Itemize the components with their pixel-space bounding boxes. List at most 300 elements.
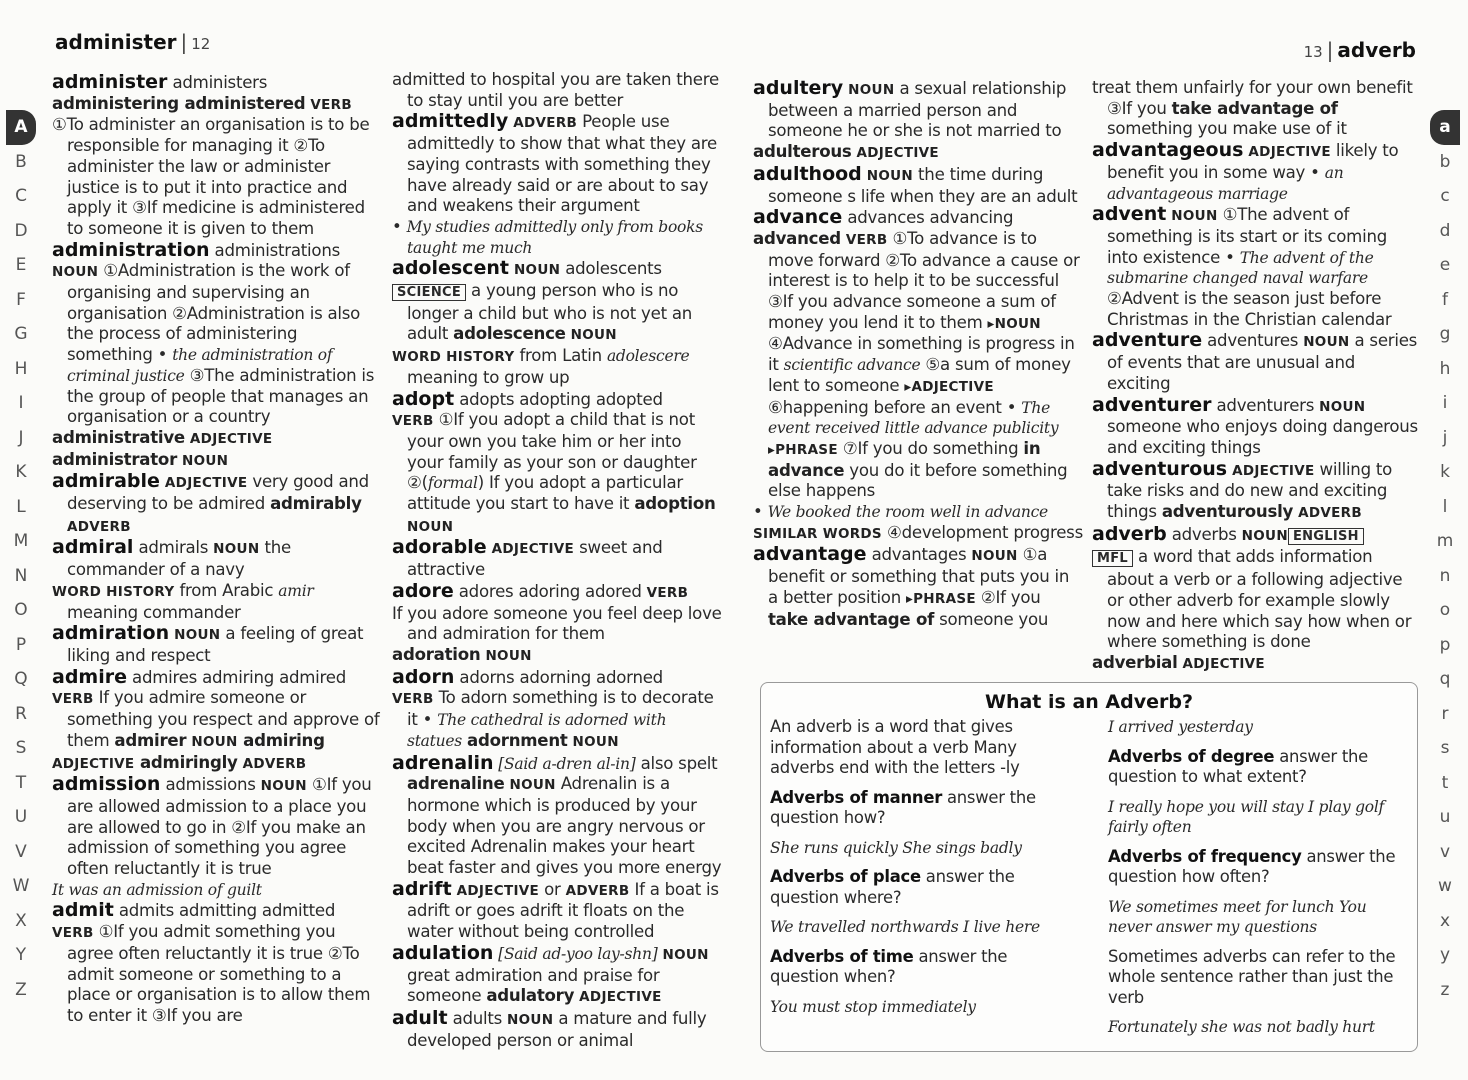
part-of-speech: NOUN	[504, 777, 556, 794]
adverb-box-text: Fortunately she was not badly hurt	[1108, 1018, 1375, 1036]
thumb-letter-a[interactable]: a	[1430, 110, 1460, 145]
example-text: formal	[427, 474, 478, 493]
definition-text: ①If you adopt a child that is not your own you take him or her into your family as your son or daughter ②(	[407, 410, 697, 493]
headword: adrenalin	[392, 751, 494, 774]
thumb-letter-e[interactable]: e	[1439, 255, 1451, 275]
headword: admirable	[52, 470, 160, 493]
derived-form: advanced	[753, 228, 841, 248]
part-of-speech: NOUN	[567, 733, 619, 750]
entry-line	[52, 115, 382, 239]
dictionary-entry	[52, 900, 382, 922]
derived-form: adornment	[467, 730, 568, 750]
dictionary-column-2	[392, 70, 722, 1051]
part-of-speech: SIMILAR WORDS	[753, 525, 882, 542]
headword: adult	[392, 1006, 448, 1029]
definition-text: People use admittedly to show that what they are saying contrasts with something they have already said or are about to say and weakens their argument	[407, 112, 717, 216]
headword: adorable	[392, 536, 487, 559]
part-of-speech: ADVERB	[237, 755, 307, 772]
thumb-letter-u[interactable]: u	[1439, 807, 1451, 827]
definition-text: admires admiring admired	[127, 667, 346, 687]
definition-text: a young person who is no longer a child but who is not yet an adult	[407, 281, 693, 344]
thumb-letter-g[interactable]: g	[1439, 324, 1451, 344]
definition-text: great admiration and praise for someone	[407, 965, 660, 1006]
derived-form: adulterous	[753, 142, 852, 162]
thumb-letter-m[interactable]: m	[1436, 531, 1454, 551]
headword: adverb	[1092, 522, 1167, 545]
adverb-box-text: answer the question where?	[770, 867, 1015, 907]
headword: admire	[52, 665, 127, 688]
part-of-speech: ADJECTIVE	[1177, 655, 1265, 672]
part-of-speech: NOUN	[966, 548, 1018, 565]
part-of-speech: VERB	[52, 925, 94, 942]
definition-text: ①a benefit or something that puts you in a better position	[768, 545, 1070, 607]
headword: admit	[52, 899, 114, 922]
adverb-box-text: answer the question how often?	[1108, 846, 1396, 886]
part-of-speech: VERB	[840, 231, 888, 248]
definition-text: something you make use of it	[1107, 119, 1347, 139]
thumb-letter-T[interactable]: T	[15, 772, 27, 793]
part-of-speech: ▸PHRASE	[906, 590, 976, 607]
adverb-explanation	[1108, 947, 1408, 1009]
entry-line	[392, 346, 722, 388]
thumb-letter-W[interactable]: W	[12, 876, 30, 896]
definition-text: If you admire someone or something you respect and approve of them	[67, 688, 380, 750]
definition-text: ②Advent is the season just before Christmas in the Christian calendar	[1107, 289, 1392, 329]
part-of-speech: NOUN	[208, 541, 260, 558]
thumb-letter-i[interactable]: i	[1442, 393, 1448, 413]
adverb-type-label: Adverbs of manner	[770, 787, 943, 807]
info-box-right-column	[1108, 717, 1408, 1047]
entry-line	[753, 142, 1083, 164]
thumb-letter-Z[interactable]: Z	[15, 979, 27, 1000]
part-of-speech: ADVERB	[508, 115, 578, 132]
adverb-type-label: Adverbs of time	[770, 946, 914, 966]
thumb-letter-d[interactable]: d	[1439, 220, 1451, 241]
part-of-speech: ADJECTIVE	[184, 430, 273, 447]
dictionary-entry	[392, 667, 722, 689]
thumb-letter-I[interactable]: I	[18, 393, 24, 413]
part-of-speech: ADJECTIVE	[52, 755, 135, 772]
definition-text: If a boat is adrift or goes adrift it floats on the water without being controlled	[407, 879, 719, 942]
thumb-letter-t[interactable]: t	[1441, 772, 1449, 793]
definition-text: or	[539, 879, 566, 899]
thumb-letter-C[interactable]: C	[15, 186, 27, 206]
example-text: adolescere	[606, 347, 690, 366]
example-text: [Said a-dren al-in]	[493, 754, 636, 773]
definition-text: treat them unfairly for your own benefit ③If you	[1092, 78, 1413, 118]
definition-text: someone who enjoys doing dangerous and exciting things	[1107, 417, 1418, 457]
dictionary-entry	[52, 537, 382, 580]
definition-text: ⑥happening before an event •	[768, 397, 1022, 417]
dictionary-entry	[52, 471, 382, 537]
thumb-letter-r[interactable]: r	[1441, 703, 1449, 724]
thumb-letter-G[interactable]: G	[14, 324, 28, 344]
definition-text: you do it before something else happens	[768, 460, 1068, 501]
running-head-right: 13 | adverb	[1303, 38, 1416, 62]
headword: admission	[52, 773, 161, 796]
headword: admiration	[52, 622, 170, 645]
part-of-speech: VERB	[392, 691, 434, 708]
adverb-example	[1108, 1017, 1408, 1038]
derived-form: administering administered	[52, 93, 306, 113]
dictionary-entry	[1092, 140, 1422, 204]
thumb-letter-x[interactable]: x	[1439, 910, 1451, 931]
definition-text: willing to take risks and do new and exciting things	[1107, 459, 1393, 522]
adverb-explanation	[770, 947, 1070, 988]
adverb-box-text: We travelled northwards I live here	[770, 918, 1040, 936]
adverb-example	[770, 838, 1070, 859]
dictionary-column-3	[753, 78, 1083, 630]
dictionary-entry	[753, 78, 1083, 142]
thumb-letter-K[interactable]: K	[15, 462, 27, 482]
headword: adventurous	[1092, 457, 1228, 480]
part-of-speech: NOUN	[657, 946, 709, 963]
headword: advance	[753, 206, 843, 229]
definition-text: administrations	[209, 240, 340, 260]
dictionary-entry	[392, 389, 722, 411]
adverb-info-box	[760, 682, 1418, 1052]
headword: administer	[52, 71, 168, 93]
thumb-letter-s[interactable]: s	[1440, 738, 1450, 758]
subject-label: ENGLISH	[1288, 528, 1364, 545]
headword: admittedly	[392, 110, 509, 133]
dictionary-entry	[1092, 395, 1422, 459]
adverb-example	[1108, 797, 1408, 838]
thumb-letter-J[interactable]: J	[18, 427, 24, 448]
definition-text: ①To administer an organisation is to be responsible for managing it ②To administer the law or administer justice is to put it into practice and apply it ③If medicine is administered to someone it is given to them	[52, 115, 370, 238]
entry-line	[392, 645, 722, 667]
entry-line	[52, 428, 382, 450]
thumb-letter-l[interactable]: l	[1442, 496, 1448, 517]
page-number-left: 12	[191, 35, 211, 53]
thumb-letter-V[interactable]: V	[15, 841, 27, 862]
part-of-speech: ADJECTIVE	[574, 989, 662, 1006]
part-of-speech: WORD HISTORY	[392, 349, 515, 366]
page-number-right: 13	[1303, 43, 1323, 61]
entry-line	[52, 753, 382, 775]
definition-text: To adorn something is to decorate it •	[407, 688, 714, 730]
headword: adopt	[392, 387, 455, 410]
adverb-box-text: answer the question how?	[770, 787, 1036, 827]
thumb-letter-P[interactable]: P	[15, 634, 27, 655]
entry-line	[52, 922, 382, 1027]
derived-form: admiringly	[134, 752, 238, 772]
thumb-letter-Y[interactable]: Y	[15, 945, 27, 965]
definition-text: advantages	[866, 545, 967, 565]
thumb-letter-b[interactable]: b	[1439, 151, 1451, 172]
part-of-speech: NOUN	[843, 82, 895, 98]
adverb-example	[770, 997, 1070, 1018]
dictionary-entry	[753, 164, 1083, 207]
running-head-left: administer | 12	[55, 30, 211, 54]
part-of-speech: NOUN	[186, 733, 238, 750]
adverb-box-text: She runs quickly She sings badly	[770, 838, 1022, 857]
definition-text: adolescents	[560, 259, 662, 279]
thumb-letter-N[interactable]: N	[14, 565, 28, 586]
dictionary-entry	[52, 240, 382, 262]
dictionary-entry	[392, 943, 722, 1008]
dictionary-entry	[1092, 524, 1422, 548]
adverb-example	[1108, 897, 1408, 938]
part-of-speech: NOUN	[255, 778, 307, 795]
headword: adultery	[753, 77, 844, 99]
definition-text: adverbs	[1166, 524, 1237, 544]
adverb-box-text: Sometimes adverbs can refer to the whole sentence rather than just the verb	[1108, 946, 1396, 1007]
adverb-explanation	[770, 717, 1070, 779]
headword: adorn	[392, 665, 455, 688]
example-text: We booked the room well in advance	[767, 503, 1048, 522]
definition-text: also spelt	[635, 753, 718, 773]
definition-text: someone you	[934, 609, 1049, 629]
part-of-speech: NOUN	[177, 452, 229, 469]
thumb-letter-h[interactable]: h	[1439, 358, 1451, 379]
definition-text: ①If you admit something you agree often reluctantly it is true ②To admit someone or something to a place or organisation is to allow them to enter it ③If you are	[67, 922, 371, 1025]
thumb-letter-D[interactable]: D	[14, 220, 28, 241]
running-headword-left: administer	[55, 30, 177, 54]
adverb-box-text: answer the question to what extent?	[1108, 746, 1369, 786]
derived-form: adventurously	[1161, 502, 1294, 522]
thumb-letter-c[interactable]: c	[1440, 186, 1450, 206]
adverb-box-text: You must stop immediately	[770, 997, 976, 1016]
dictionary-entry	[753, 207, 1083, 229]
adverb-type-label: Adverbs of frequency	[1108, 846, 1302, 866]
dictionary-entry	[392, 537, 722, 580]
definition-text: adventures	[1202, 331, 1299, 351]
entry-line	[1092, 653, 1422, 675]
definition-text: adults	[447, 1008, 503, 1028]
derived-form: adoration	[392, 644, 481, 664]
part-of-speech: NOUN	[565, 327, 617, 344]
adverb-box-text: I really hope you will stay I play golf fairly often	[1108, 797, 1385, 836]
derived-form: adolescence	[453, 324, 566, 344]
definition-text: advances advancing	[842, 208, 1014, 228]
dictionary-entry	[52, 623, 382, 666]
part-of-speech: NOUN	[502, 1011, 554, 1028]
headword: adulthood	[753, 162, 862, 185]
thumb-letter-w[interactable]: w	[1438, 876, 1452, 896]
example-text: The advent of the submarine changed naval warfare	[1107, 248, 1374, 288]
part-of-speech: ADJECTIVE	[159, 475, 248, 492]
part-of-speech: NOUN	[480, 647, 532, 664]
definition-text: admissions	[160, 775, 256, 795]
entry-line	[52, 880, 382, 901]
derived-form: administrator	[52, 449, 178, 469]
dictionary-column-1	[52, 72, 382, 1027]
thumb-letter-q[interactable]: q	[1439, 669, 1451, 689]
example-text: an advantageous marriage	[1107, 163, 1344, 203]
entry-line	[392, 688, 722, 752]
derived-form: in advance	[768, 438, 1041, 480]
definition-text: If you adore someone you feel deep love and admiration for them	[392, 603, 722, 644]
dictionary-entry	[392, 1008, 722, 1051]
dictionary-entry	[392, 258, 722, 281]
dictionary-entry	[392, 753, 722, 879]
part-of-speech: NOUN	[169, 627, 221, 644]
dictionary-entry	[392, 581, 722, 604]
part-of-speech: ADVERB	[67, 518, 131, 535]
derived-form: admirer	[114, 730, 187, 750]
dictionary-entry	[1092, 204, 1422, 330]
derived-form: adulatory	[486, 986, 575, 1006]
definition-text: admirals	[133, 538, 209, 558]
example-text: scientific advance	[783, 356, 921, 375]
adverb-example	[770, 917, 1070, 938]
adverb-example	[1108, 717, 1408, 738]
definition-text: ④development progress	[881, 522, 1083, 542]
part-of-speech: NOUN	[1314, 398, 1366, 415]
headword: advantageous	[1092, 139, 1244, 162]
dictionary-column-4	[1092, 78, 1422, 675]
thumb-letter-A[interactable]: A	[6, 110, 36, 145]
headword: adore	[392, 579, 454, 602]
thumb-index-right	[1430, 110, 1460, 1007]
dictionary-entry	[392, 879, 722, 943]
derived-form: admirably	[270, 494, 362, 514]
thumb-letter-L[interactable]: L	[16, 496, 26, 517]
example-text: It was an admission of guilt	[52, 880, 262, 899]
part-of-speech: ADJECTIVE	[1243, 144, 1331, 161]
definition-text: ③The administration is the group of people that manages an organisation or a country	[67, 365, 375, 427]
thumb-letter-z[interactable]: z	[1440, 979, 1450, 1000]
adverb-box-text: I arrived yesterday	[1108, 718, 1253, 736]
definition-text: very good and deserving to be admired	[67, 472, 369, 514]
definition-text: admits admitting admitted	[113, 901, 336, 921]
definition-text: from Latin	[514, 346, 607, 366]
part-of-speech: ADVERB	[1293, 505, 1362, 522]
thumb-letter-k[interactable]: k	[1440, 462, 1450, 482]
thumb-letter-R[interactable]: R	[15, 703, 27, 724]
definition-text: a word that adds information about a verb or a following adjective or other adverb for example slowly now and here which say how when or where something is done	[1107, 547, 1412, 652]
thumb-index-left	[6, 110, 36, 1007]
part-of-speech: ADJECTIVE	[851, 145, 939, 162]
dictionary-entry	[52, 72, 382, 94]
thumb-letter-o[interactable]: o	[1439, 600, 1451, 620]
derived-form: take advantage of	[1171, 98, 1338, 118]
thumb-letter-F[interactable]: F	[16, 289, 26, 310]
thumb-letter-B[interactable]: B	[15, 151, 27, 172]
adverb-type-label: Adverbs of degree	[1108, 746, 1275, 766]
entry-line	[753, 229, 1083, 502]
definition-text: ) If you adopt a particular attitude you start to have it	[407, 473, 684, 514]
entry-line	[392, 604, 722, 645]
definition-text: the commander of a navy	[67, 538, 291, 580]
example-text: amir	[278, 581, 314, 600]
adverb-box-text: An adverb is a word that gives information about a verb Many adverbs end with the letters -ly	[770, 717, 1020, 777]
thumb-letter-X[interactable]: X	[15, 910, 27, 931]
definition-text: ⑤a sum of money lent to someone	[768, 355, 1071, 395]
derived-form: adverbial	[1092, 652, 1178, 672]
adverb-box-text: We sometimes meet for lunch You never answer my questions	[1108, 897, 1367, 936]
headword: advent	[1092, 203, 1167, 226]
part-of-speech: ADVERB	[565, 882, 630, 899]
headword: adventure	[1092, 329, 1203, 352]
thumb-letter-U[interactable]: U	[14, 807, 28, 827]
headword: adulation	[392, 941, 494, 964]
headword: admiral	[52, 536, 134, 559]
part-of-speech: NOUN	[508, 262, 561, 279]
part-of-speech: NOUN	[1236, 527, 1288, 544]
thumb-letter-p[interactable]: p	[1439, 634, 1451, 655]
definition-text: administers	[167, 73, 268, 92]
entry-line	[392, 217, 722, 258]
adverb-explanation	[1108, 847, 1408, 888]
definition-text: ④Advance in something is progress in it	[768, 334, 1075, 375]
thumb-letter-v[interactable]: v	[1439, 841, 1451, 862]
part-of-speech: VERB	[392, 413, 434, 430]
example-text: [Said ad-yoo lay-shn]	[493, 944, 658, 963]
definition-text: •	[392, 216, 407, 236]
entry-line	[392, 70, 722, 111]
headword: adventurer	[1092, 393, 1212, 416]
subject-label: SCIENCE	[392, 284, 466, 301]
part-of-speech: NOUN	[52, 264, 99, 281]
derived-form: take advantage of	[768, 609, 935, 629]
thumb-letter-f[interactable]: f	[1442, 289, 1448, 310]
entry-line	[1092, 78, 1422, 140]
dictionary-entry	[1092, 459, 1422, 524]
derived-form: administrative	[52, 427, 185, 447]
adverb-box-text: answer the question when?	[770, 946, 1008, 986]
definition-text: a series of events that are unusual and exciting	[1107, 331, 1418, 393]
thumb-letter-j[interactable]: j	[1442, 427, 1448, 448]
dictionary-entry	[52, 667, 382, 689]
thumb-letter-n[interactable]: n	[1439, 565, 1451, 586]
subject-label: MFL	[1092, 550, 1133, 567]
entry-line	[753, 523, 1083, 545]
definition-text: a sexual relationship between a married person and someone he or she is not married to	[768, 79, 1067, 141]
definition-text: adventurers	[1211, 395, 1315, 415]
info-box-title: What is an Adverb?	[985, 691, 1193, 713]
entry-line	[52, 94, 382, 116]
definition-text: ①If you are allowed admission to a place you are allowed to go in ②If you make an admission of something you agree often reluctantly it is true	[67, 775, 372, 879]
part-of-speech: ADJECTIVE	[1227, 462, 1315, 479]
adverb-explanation	[770, 788, 1070, 829]
thumb-letter-M[interactable]: M	[13, 531, 29, 551]
entry-line	[52, 450, 382, 472]
thumb-letter-O[interactable]: O	[14, 600, 28, 620]
example-text: The event received little advance publicity	[768, 398, 1059, 438]
definition-text: a feeling of great liking and respect	[67, 624, 364, 665]
definition-text: ①To advance is to move forward ②To advance a cause or interest is to help it to be successful ③If you advance someone a sum of money you lend it to them	[768, 228, 1080, 332]
part-of-speech: ADJECTIVE	[451, 882, 540, 899]
derived-form: adoption	[634, 494, 716, 514]
thumb-letter-E[interactable]: E	[15, 255, 27, 275]
part-of-speech: NOUN	[861, 167, 914, 184]
definition-text: likely to benefit you in some way •	[1107, 141, 1399, 182]
thumb-letter-y[interactable]: y	[1439, 945, 1451, 965]
entry-line	[52, 261, 382, 428]
part-of-speech: ADJECTIVE	[486, 541, 575, 558]
entry-line	[392, 281, 722, 346]
definition-text: adores adoring adored	[453, 581, 642, 601]
dictionary-entry	[52, 774, 382, 880]
running-headword-right: adverb	[1337, 38, 1416, 62]
headword: adolescent	[392, 257, 509, 280]
definition-text: ⑦If you do something	[837, 438, 1024, 458]
entry-line	[52, 581, 382, 623]
thumb-letter-H[interactable]: H	[14, 358, 28, 379]
headword: adrift	[392, 877, 452, 900]
definition-text: Adrenalin is a hormone which is produced by your body when you are angry nervous or excited Adrenalin makes your heart beat faster and gives you more energy	[407, 774, 722, 878]
part-of-speech: ▸PHRASE	[768, 441, 838, 458]
definition-text: admitted to hospital you are taken there to stay until you are better	[392, 70, 719, 110]
dictionary-entry	[1092, 330, 1422, 394]
thumb-letter-Q[interactable]: Q	[14, 669, 28, 689]
thumb-letter-S[interactable]: S	[15, 738, 27, 758]
part-of-speech: NOUN	[1298, 334, 1350, 351]
definition-text: ②If you	[975, 587, 1041, 607]
definition-text: adorns adorning adorned	[454, 667, 663, 687]
